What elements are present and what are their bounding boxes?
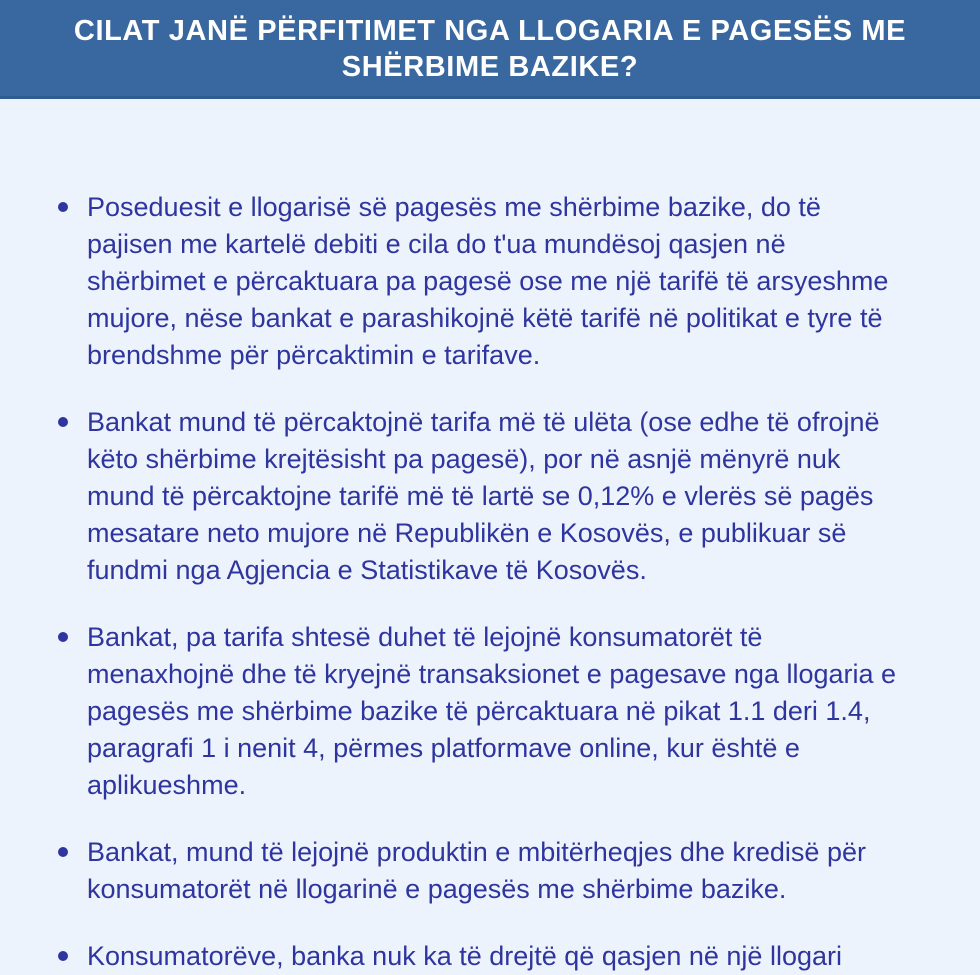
- list-item-text: Bankat mund të përcaktojnë tarifa më të ulëta (ose edhe të ofrojnë këto shërbime krejtësisht pa pagesë), por në asnjë mënyrë nuk mund të përcaktojne tarifë më të lartë se 0,12% e vlerës së pagës mesatare neto mujore në Republikën e Kosovës, e publikuar së fundmi nga Agjencia e Statistikave të Kosovës.: [87, 407, 880, 585]
- list-item: [57, 834, 909, 908]
- list-item-text: Konsumatorëve, banka nuk ka të drejtë që qasjen në një llogari: [87, 941, 842, 971]
- document-body: [0, 99, 980, 975]
- list-item-text: Bankat, mund të lejojnë produktin e mbitërheqjes dhe kredisë për konsumatorët në llogarinë e pagesës me shërbime bazike.: [87, 837, 866, 904]
- bullet-icon: [58, 417, 68, 427]
- list-item: [57, 619, 909, 804]
- list-item: [57, 404, 909, 589]
- list-item: [57, 189, 909, 374]
- page-title-line-2: SHËRBIME BAZIKE?: [341, 51, 639, 83]
- bullet-icon: [58, 202, 68, 212]
- bullet-icon: [58, 847, 68, 857]
- list-item: [57, 938, 909, 975]
- benefits-list: [57, 189, 980, 975]
- bullet-icon: [58, 951, 68, 961]
- bullet-icon: [58, 632, 68, 642]
- page-title-line-1: CILAT JANË PËRFITIMET NGA LLOGARIA E PAGESËS ME: [73, 15, 907, 47]
- list-item-text: Bankat, pa tarifa shtesë duhet të lejojnë konsumatorët të menaxhojnë dhe të kryejnë transaksionet e pagesave nga llogaria e pagesës me shërbime bazike të përcaktuara në pikat 1.1 deri 1.4, paragrafi 1 i nenit 4, përmes platformave online, kur është e aplikueshme.: [87, 622, 897, 800]
- page-header: [0, 0, 980, 99]
- list-item-text: Poseduesit e llogarisë së pagesës me shërbime bazike, do të pajisen me kartelë debiti e cila do t'ua mundësoj qasjen në shërbimet e përcaktuara pa pagesë ose me një tarifë të arsyeshme mujore, nëse bankat e parashikojnë këtë tarifë në politikat e tyre të brendshme për përcaktimin e tarifave.: [87, 192, 889, 370]
